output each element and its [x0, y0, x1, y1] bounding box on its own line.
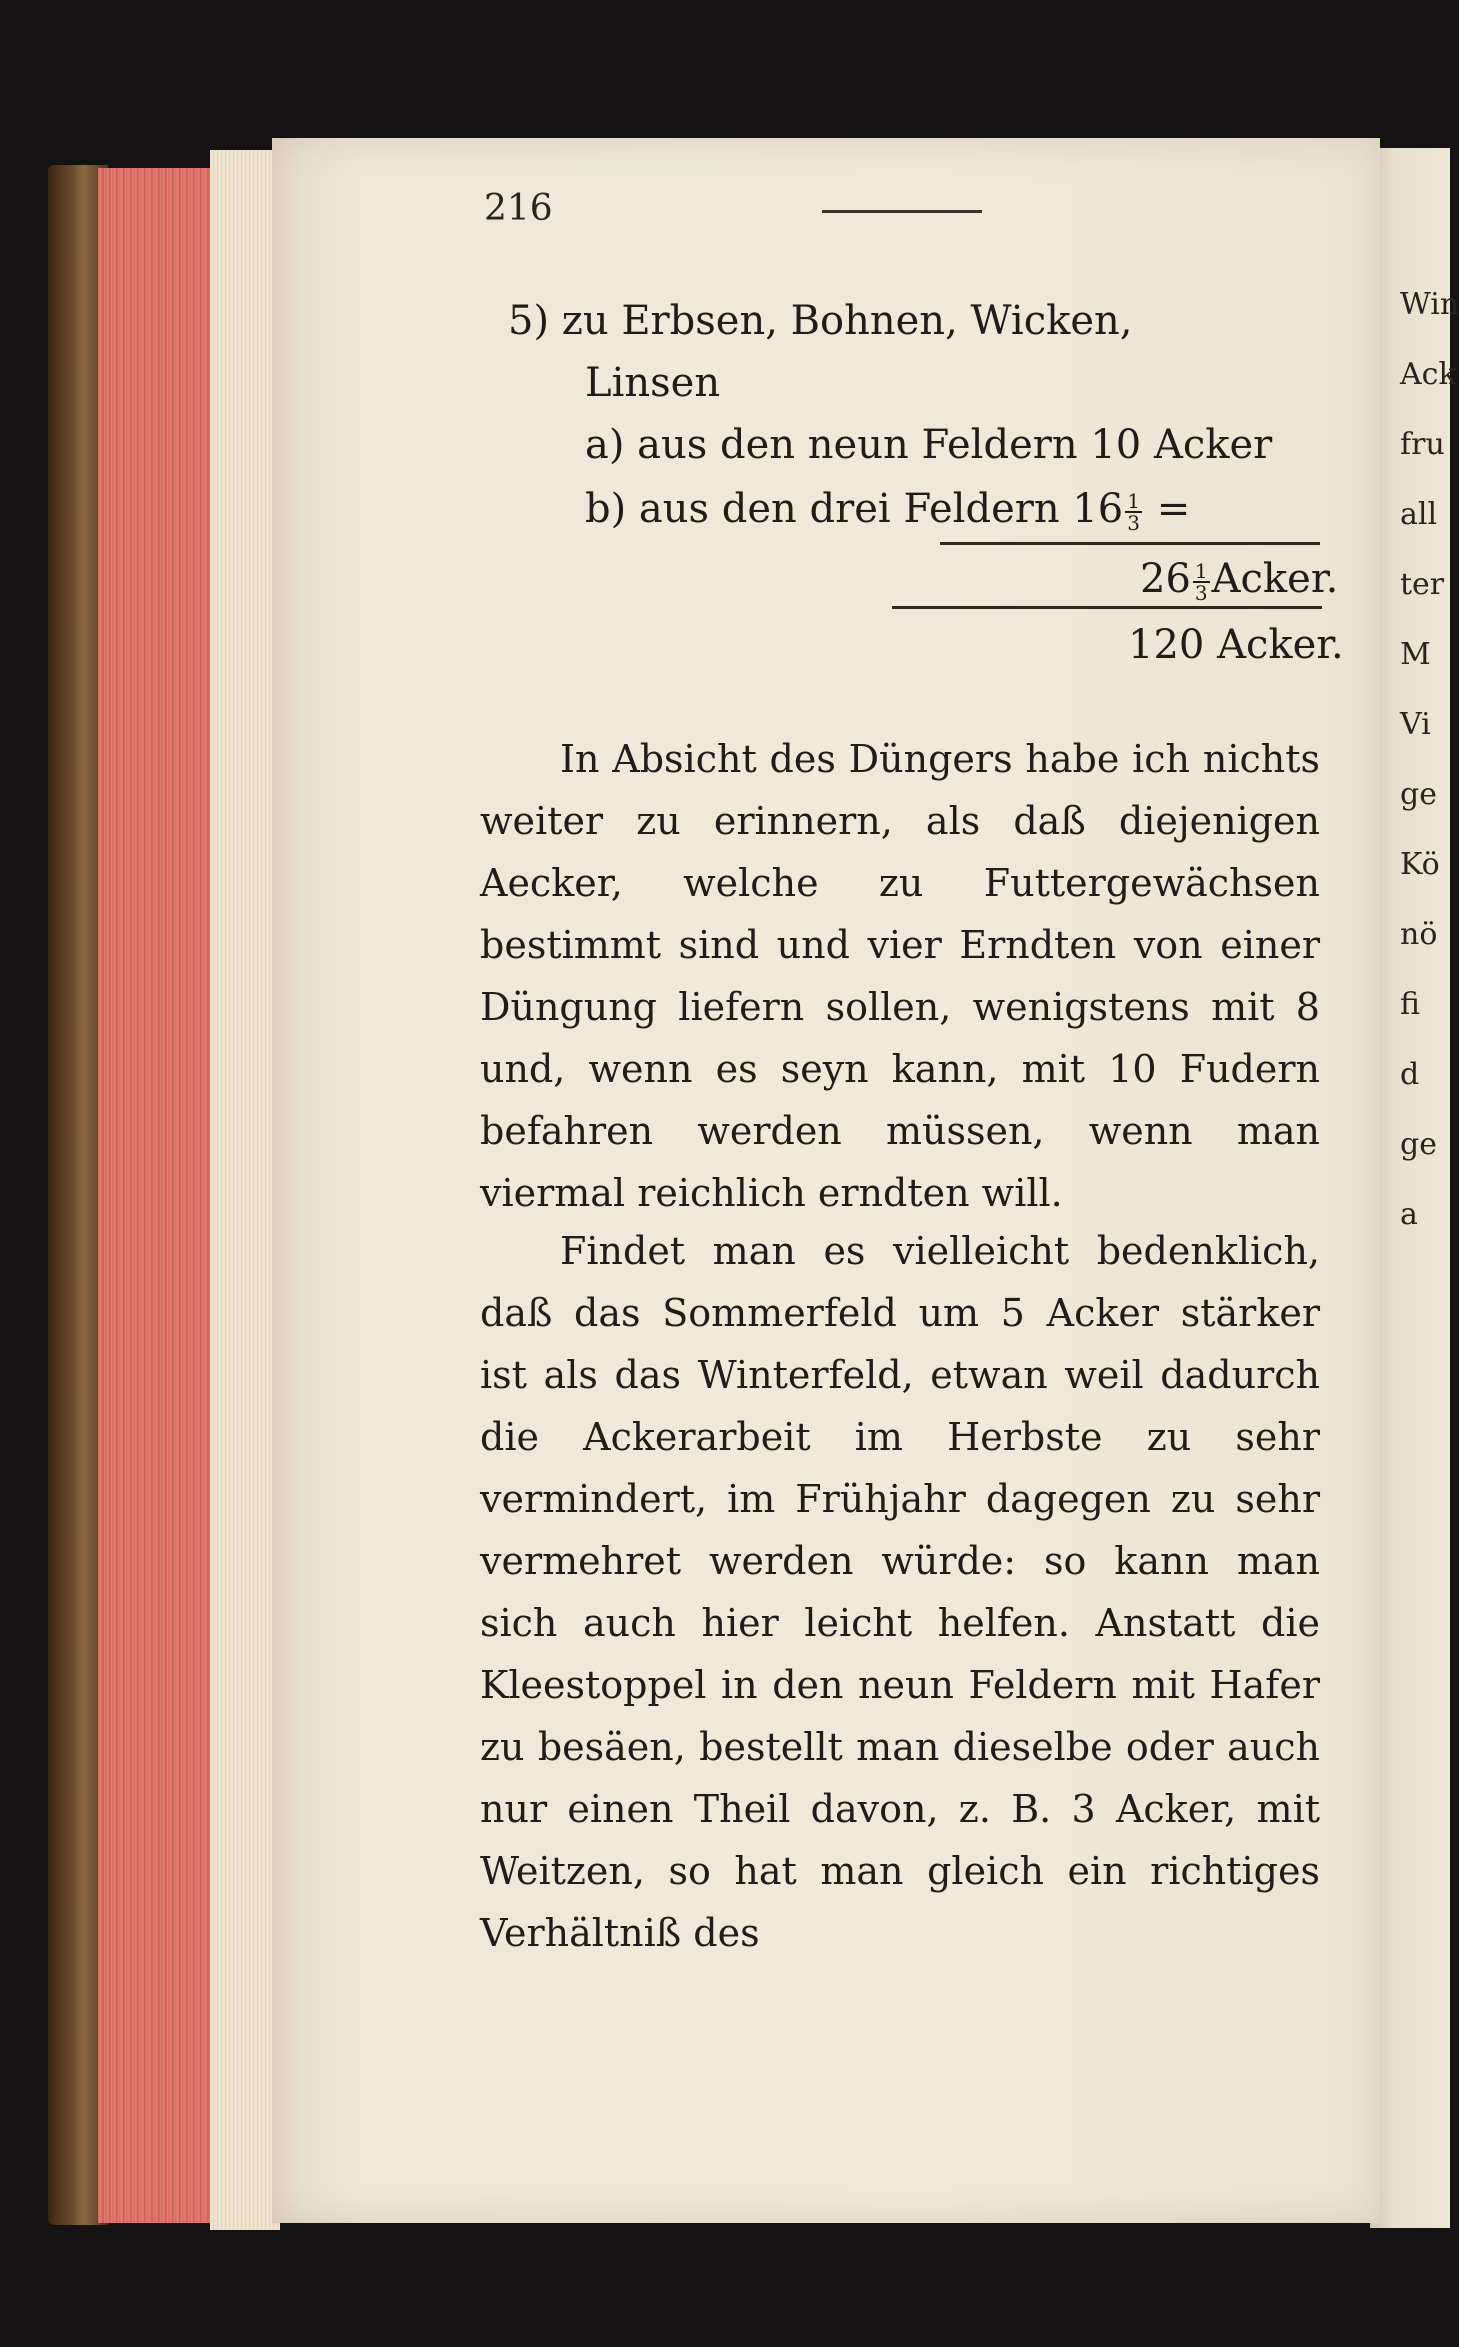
entry-item-b-text: b) aus den drei Feldern 16 [585, 486, 1124, 532]
entry-item-b-tail: = [1156, 486, 1191, 532]
facing-page-fragment: Vi [1400, 707, 1431, 742]
paragraph-2-text: Findet man es vielleicht bedenklich, daß das Sommerfeld um 5 Acker stärker ist als das Winterfeld, etwan weil dadurch die Ackerarbeit im Herbste zu sehr vermindert, im Frühjahr dagegen zu sehr vermehret werden würde: so kann man sich auch hier leicht helfen. Anstatt die Kleestoppel in den neun Feldern mit Hafer zu besäen, bestellt man dieselbe oder auch nur einen Theil davon, z. B. 3 Acker, mit Weitzen, so hat man gleich ein richtiges Verhältniß des [480, 1229, 1320, 1955]
entry-label: 5) zu Erbsen, Bohnen, Wicken, [508, 298, 1133, 344]
entry-continuation: Linsen [585, 360, 721, 406]
fraction-numerator: 1 [1194, 559, 1208, 583]
subtotal-whole: 26 [1140, 556, 1191, 602]
fraction-denominator: 3 [1127, 511, 1140, 535]
subtotal-rule [940, 542, 1320, 545]
facing-page-fragment: ter [1400, 567, 1445, 602]
page-leaf-stack [210, 150, 280, 2230]
total-rule [892, 606, 1322, 609]
header-rule [822, 210, 982, 213]
facing-page-fragment: all [1400, 497, 1438, 532]
facing-page-fragment: ge [1400, 777, 1437, 812]
facing-page-fragment: fi [1400, 987, 1421, 1022]
subtotal-fraction [1193, 561, 1210, 603]
entry-item-b [585, 486, 1190, 533]
fraction-numerator: 1 [1127, 489, 1140, 513]
facing-page-fragment: M [1400, 637, 1431, 672]
facing-page-fragment: d [1400, 1057, 1420, 1092]
facing-page-fragment: Ack [1400, 357, 1457, 392]
facing-page-text [1400, 270, 1459, 1250]
fraction-denominator: 3 [1194, 581, 1208, 605]
facing-page-fragment: fru [1400, 427, 1445, 462]
facing-page-fragment: nö [1400, 917, 1438, 952]
page-number: 216 [484, 188, 553, 229]
facing-page-fragment: ge [1400, 1127, 1437, 1162]
subtotal-unit: Acker. [1211, 556, 1339, 602]
facing-page-fragment: a [1400, 1197, 1418, 1232]
entry-total: 120 Acker. [1128, 622, 1344, 668]
facing-page-fragment: Win [1400, 287, 1459, 322]
paragraph-1-text: In Absicht des Düngers habe ich nichts weiter zu erinnern, als daß diejenigen Aecker, welche zu Futtergewächsen bestimmt sind und vier Erndten von einer Düngung liefern sollen, wenigstens mit 8 und, wenn es seyn kann, mit 10 Fudern befahren werden müssen, wenn man viermal reichlich erndten will. [480, 737, 1320, 1215]
entry-item-b-fraction [1125, 491, 1142, 533]
paragraph-1 [480, 728, 1320, 1224]
entry-item-a: a) aus den neun Feldern 10 Acker [585, 422, 1273, 468]
paragraph-2 [480, 1220, 1320, 1964]
entry-subtotal [1140, 556, 1338, 603]
facing-page-fragment: Kö [1400, 847, 1440, 882]
